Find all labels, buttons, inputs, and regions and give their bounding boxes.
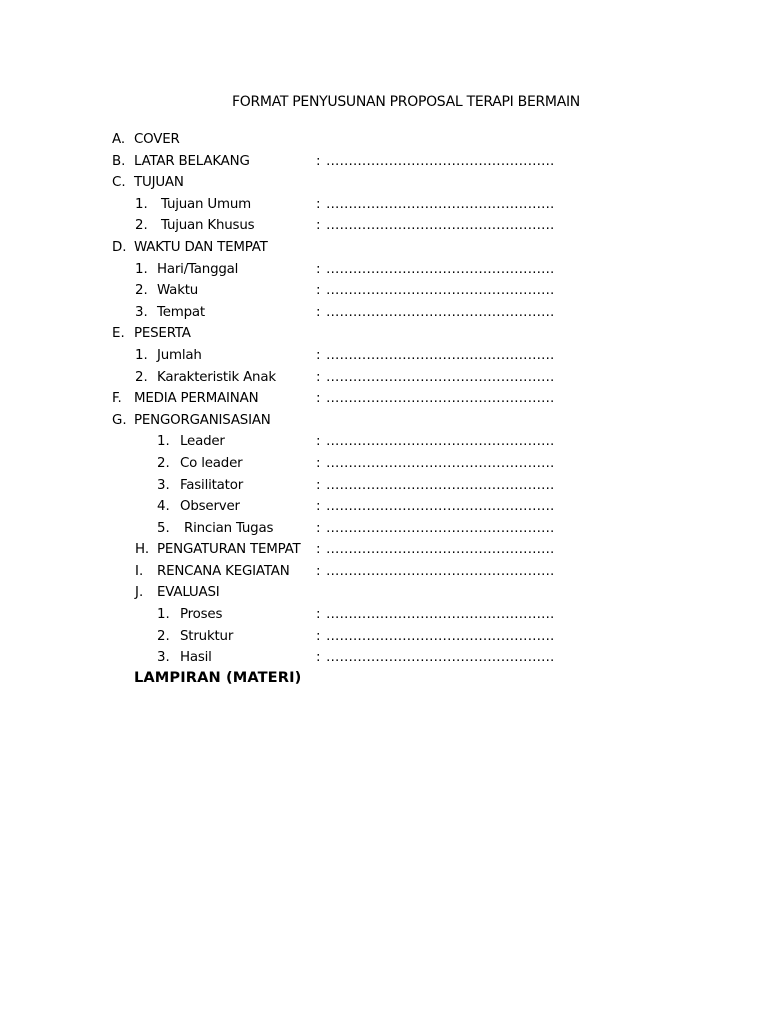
item-label: PENGATURAN TEMPAT [157, 542, 301, 558]
item-marker: E. [112, 326, 125, 342]
item-label: EVALUASI [157, 585, 220, 601]
outline-item [0, 496, 768, 518]
item-label: Waktu [157, 283, 199, 299]
outline-item [0, 431, 768, 453]
outline-item [0, 539, 768, 561]
outline-item [0, 237, 768, 259]
item-marker: 3. [135, 304, 148, 320]
item-label: Proses [180, 607, 223, 623]
item-marker: A. [112, 132, 126, 147]
item-label: Hari/Tanggal [157, 261, 239, 277]
item-label: Observer [180, 499, 240, 515]
item-marker: G. [112, 412, 127, 428]
fill-in-blank: …………………………………………… [326, 369, 555, 385]
outline-item [0, 172, 768, 194]
item-label: PENGORGANISASIAN [134, 412, 271, 428]
item-marker: J. [135, 585, 144, 601]
outline-item [0, 604, 768, 626]
item-colon: : [316, 391, 321, 407]
outline-item [0, 561, 768, 583]
item-marker: 1. [157, 434, 170, 450]
item-marker: 1. [157, 607, 170, 623]
item-label: Co leader [180, 455, 243, 471]
fill-in-blank: …………………………………………… [326, 499, 555, 515]
fill-in-blank: …………………………………………… [326, 477, 555, 493]
fill-in-blank: …………………………………………… [326, 650, 555, 666]
item-colon: : [316, 542, 321, 558]
item-marker: F. [112, 391, 122, 407]
fill-in-blank: …………………………………………… [326, 304, 555, 320]
fill-in-blank: …………………………………………… [326, 196, 555, 212]
item-colon: : [316, 283, 321, 299]
outline-item [0, 388, 768, 410]
item-label: Leader [180, 434, 225, 450]
item-label: Tujuan Umum [161, 196, 251, 212]
item-marker: B. [112, 153, 126, 169]
outline-item [0, 323, 768, 345]
item-label: Tujuan Khusus [161, 218, 255, 234]
item-label: Jumlah [157, 347, 202, 363]
item-marker: I. [135, 563, 144, 579]
outline-item [0, 302, 768, 324]
item-colon: : [316, 347, 321, 363]
item-colon: : [316, 499, 321, 515]
item-marker: D. [112, 239, 127, 255]
item-colon: : [316, 369, 321, 385]
fill-in-blank: …………………………………………… [326, 542, 555, 558]
item-marker: 2. [135, 218, 148, 234]
outline-item [0, 626, 768, 648]
outline-item [0, 475, 768, 497]
item-label: PESERTA [134, 326, 191, 342]
item-colon: : [316, 304, 321, 320]
item-label: RENCANA KEGIATAN [157, 563, 290, 579]
outline-item [0, 129, 768, 151]
item-colon: : [316, 261, 321, 277]
outline-item [0, 151, 768, 173]
fill-in-blank: …………………………………………… [326, 283, 555, 299]
item-marker: 5. [157, 520, 170, 536]
fill-in-blank: …………………………………………… [326, 391, 555, 407]
item-marker: 2. [157, 628, 170, 644]
item-colon: : [316, 434, 321, 450]
item-marker: 3. [157, 650, 170, 666]
item-colon: : [316, 628, 321, 644]
outline-item [0, 647, 768, 669]
outline-item [0, 582, 768, 604]
outline-list [0, 129, 768, 669]
attachment-heading: LAMPIRAN (MATERI) [134, 669, 302, 686]
item-marker: 2. [157, 455, 170, 471]
item-colon: : [316, 607, 321, 623]
item-colon: : [316, 563, 321, 579]
item-label: COVER [134, 132, 180, 147]
item-marker: 1. [135, 196, 148, 212]
fill-in-blank: …………………………………………… [326, 218, 555, 234]
fill-in-blank: …………………………………………… [326, 563, 555, 579]
outline-item [0, 410, 768, 432]
item-label: MEDIA PERMAINAN [134, 391, 259, 407]
item-label: Tempat [157, 304, 205, 320]
fill-in-blank: …………………………………………… [326, 261, 555, 277]
item-colon: : [316, 477, 321, 493]
item-colon: : [316, 218, 321, 234]
item-marker: 1. [135, 347, 148, 363]
item-label: Fasilitator [180, 477, 244, 493]
item-marker: H. [135, 542, 150, 558]
outline-item [0, 194, 768, 216]
outline-item [0, 280, 768, 302]
item-marker: 2. [135, 369, 148, 385]
document-title: FORMAT PENYUSUNAN PROPOSAL TERAPI BERMAIN [232, 94, 580, 110]
fill-in-blank: …………………………………………… [326, 153, 555, 169]
outline-item [0, 367, 768, 389]
item-colon: : [316, 196, 321, 212]
outline-item [0, 215, 768, 237]
outline-item [0, 259, 768, 281]
fill-in-blank: …………………………………………… [326, 347, 555, 363]
item-colon: : [316, 650, 321, 666]
item-label: Struktur [180, 628, 234, 644]
item-marker: 2. [135, 283, 148, 299]
item-marker: 3. [157, 477, 170, 493]
item-label: LATAR BELAKANG [134, 153, 250, 169]
fill-in-blank: …………………………………………… [326, 520, 555, 536]
item-colon: : [316, 153, 321, 169]
outline-item [0, 345, 768, 367]
item-label: WAKTU DAN TEMPAT [134, 239, 268, 255]
item-colon: : [316, 520, 321, 536]
item-label: TUJUAN [134, 175, 184, 191]
item-colon: : [316, 455, 321, 471]
fill-in-blank: …………………………………………… [326, 455, 555, 471]
item-marker: 4. [157, 499, 170, 515]
item-label: Karakteristik Anak [157, 369, 276, 385]
item-label: Rincian Tugas [184, 520, 274, 536]
item-marker: C. [112, 175, 126, 191]
outline-item [0, 453, 768, 475]
fill-in-blank: …………………………………………… [326, 628, 555, 644]
item-marker: 1. [135, 261, 148, 277]
outline-item [0, 518, 768, 540]
fill-in-blank: …………………………………………… [326, 607, 555, 623]
item-label: Hasil [180, 650, 212, 666]
fill-in-blank: …………………………………………… [326, 434, 555, 450]
